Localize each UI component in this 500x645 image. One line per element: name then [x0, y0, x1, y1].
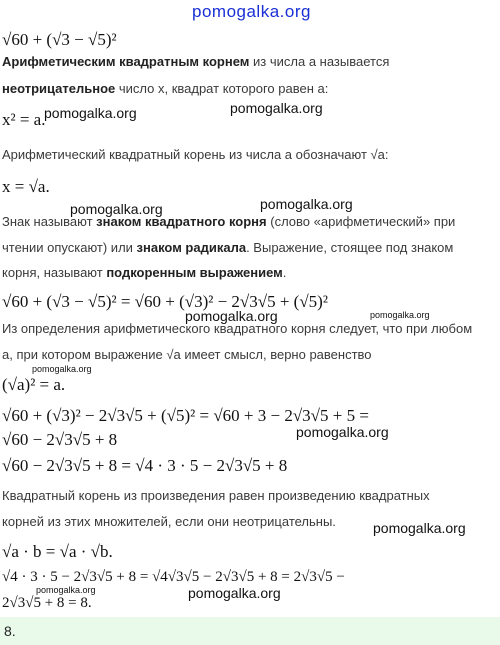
sign-text-pre-2: чтении опускают) или — [2, 240, 137, 255]
answer-box — [0, 617, 500, 645]
definition-line-4: a, при котором выражение √a имеет смысл, верно равенство — [2, 347, 372, 362]
sign-line-2 — [2, 240, 453, 256]
definition-line-1 — [2, 54, 389, 70]
sign-text-pre: Знак называют — [2, 214, 97, 229]
watermark: pomogalka.org — [260, 196, 353, 212]
sign-text-post-2: . Выражение, стоящее под знаком — [246, 240, 454, 255]
equation-final-a: √4 · 3 · 5 − 2√3√5 + 8 = √4√3√5 − 2√3√5 + 8 = 2√3√5 − — [2, 569, 345, 585]
watermark-top: pomogalka.org — [192, 2, 311, 21]
watermark: pomogalka.org — [188, 585, 281, 601]
sign-line-1 — [2, 214, 455, 230]
watermark: pomogalka.org — [370, 310, 430, 320]
definition-line-3: Из определения арифметического квадратного корня следует, что при любом — [2, 321, 473, 336]
equation-x-sqrt: x = √a. — [2, 177, 50, 196]
equation-square: (√a)² = a. — [2, 375, 66, 394]
sign-text-post-3: . — [282, 265, 287, 280]
product-rule-line-2: корней из этих множителей, если они неотрицательны. — [2, 514, 336, 529]
radical-term: знаком радикала — [136, 240, 247, 255]
watermark: pomogalka.org — [70, 201, 163, 217]
equation-x-squared: x² = a. — [2, 110, 46, 129]
equation-step-1b: √60 − 2√3√5 + 8 — [2, 430, 118, 449]
nonnegative-term: неотрицательное — [2, 81, 116, 96]
equation-final-b: 2√3√5 + 8 = 8. — [2, 595, 92, 611]
definition-term: Арифметическим квадратным корнем — [2, 54, 250, 69]
equation-step-1a: √60 + (√3)² − 2√3√5 + (√5)² = √60 + 3 − 2√3√5 + 5 = — [2, 406, 369, 425]
equation-product-rule: √a · b = √a · √b. — [2, 542, 113, 561]
equation-expand: √60 + (√3 − √5)² = √60 + (√3)² − 2√3√5 + (√5)² — [2, 292, 328, 311]
watermark: pomogalka.org — [373, 520, 466, 536]
product-rule-line-1: Квадратный корень из произведения равен произведению квадратных — [2, 488, 430, 503]
watermark: pomogalka.org — [32, 364, 92, 374]
equation-step-2: √60 − 2√3√5 + 8 = √4 · 3 · 5 − 2√3√5 + 8 — [2, 456, 288, 475]
problem-expression: √60 + (√3 − √5)² — [2, 30, 117, 49]
definition-line-2 — [2, 81, 328, 97]
sign-text-post: (слово «арифметический» при — [266, 214, 456, 229]
definition-text: из числа a называется — [249, 54, 390, 69]
watermark: pomogalka.org — [44, 105, 137, 121]
radicand-term: подкоренным выражением — [106, 265, 283, 280]
watermark: pomogalka.org — [185, 308, 278, 324]
watermark: pomogalka.org — [296, 424, 389, 440]
sign-term: знаком квадратного корня — [96, 214, 267, 229]
sign-text-pre-3: корня, называют — [2, 265, 107, 280]
watermark: pomogalka.org — [230, 100, 323, 116]
answer-value: 8. — [4, 623, 16, 639]
definition-text-2: число x, квадрат которого равен a: — [115, 81, 329, 96]
watermark: pomogalka.org — [36, 585, 96, 595]
sign-line-3 — [2, 265, 286, 281]
notation-line: Арифметический квадратный корень из числа a обозначают √a: — [2, 147, 389, 162]
